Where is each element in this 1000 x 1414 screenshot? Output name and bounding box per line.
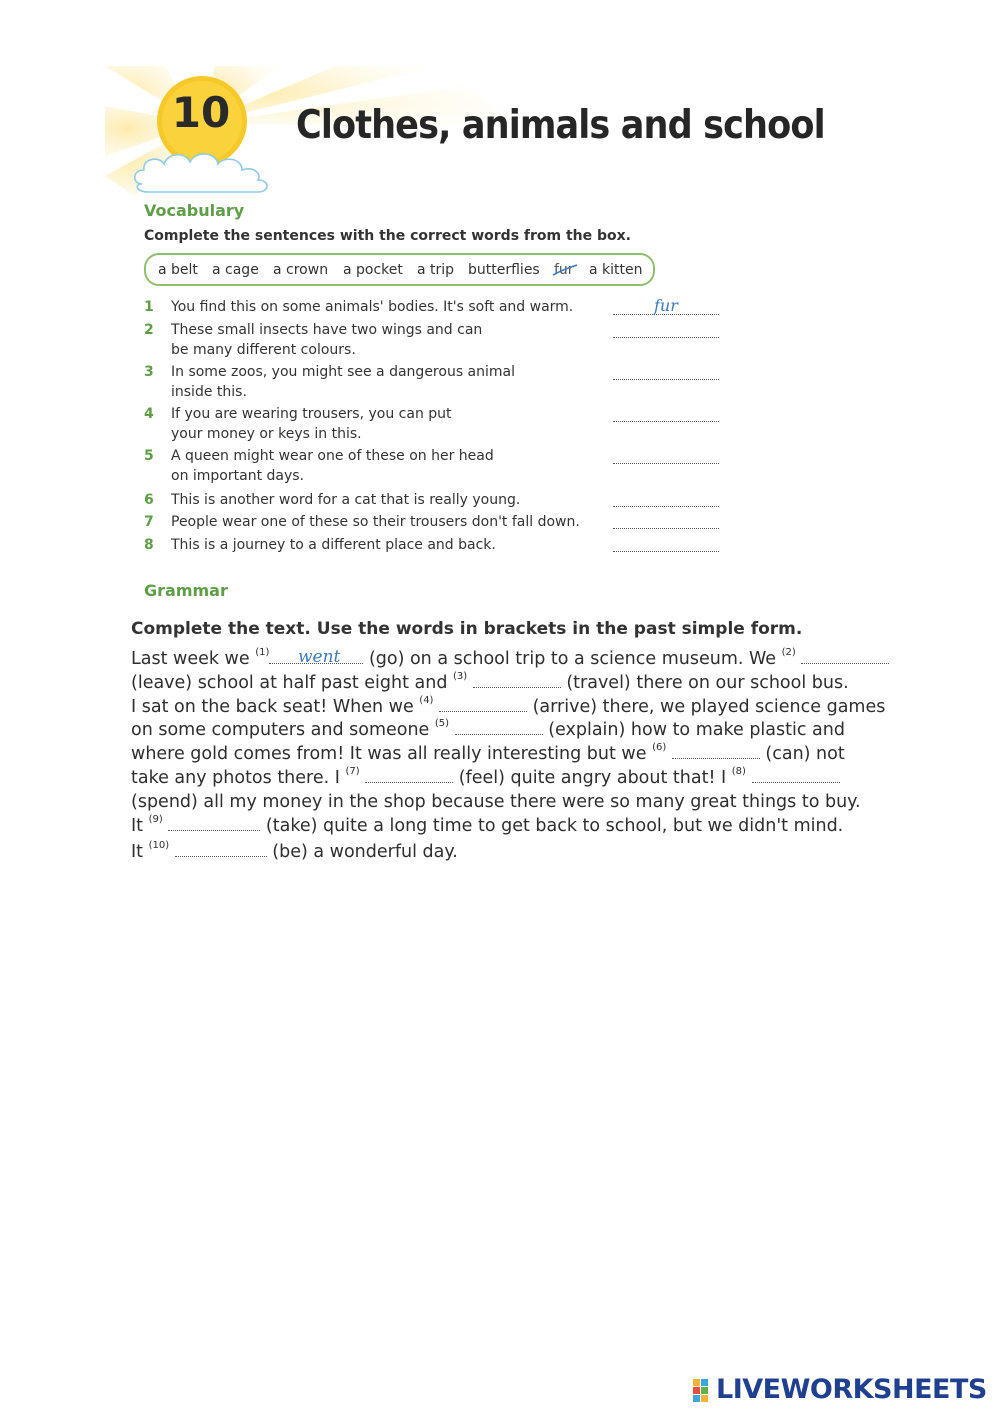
gap-3[interactable] [473,673,561,688]
answer-field-5[interactable] [613,463,719,464]
gap-9[interactable] [168,816,260,831]
question-number: 6 [144,492,154,508]
question-text: A queen might wear one of these on her head on important days. [171,448,494,484]
question-number: 3 [144,364,154,380]
question-number: 5 [144,448,154,464]
word-box-item: a belt [158,262,198,278]
question-text: This is another word for a cat that is really young. [171,492,521,508]
gap-2[interactable] [801,649,889,664]
word-box-item: butterflies [468,262,540,278]
answer-1-handwritten: fur [654,296,678,315]
question-number: 4 [144,406,154,422]
grammar-heading: Grammar [144,581,228,600]
text-line: (leave) school at half past eight and $^{(3)}$ (travel) there on our school bus. [131,671,849,693]
word-box-item: a cage [212,262,259,278]
text-line: on some computers and someone $^{(5)}$ (explain) how to make plastic and [131,718,845,740]
answer-field-7[interactable] [613,528,719,529]
answer-field-4[interactable] [613,421,719,422]
answer-field-8[interactable] [613,551,719,552]
text-line: take any photos there. I $^{(7)}$ (feel) quite angry about that! I $^{(8)}$ [131,768,840,788]
liveworksheets-logo-icon [692,1378,718,1404]
text-line: Last week we $^{(1)}$ (go) on a school trip to a science museum. We $^{(2)}$ [131,649,889,669]
word-box-item-used: fur [554,262,574,278]
answer-field-3[interactable] [613,379,719,380]
gap-8[interactable] [752,768,840,783]
question-text: People wear one of these so their trousers don't fall down. [171,514,580,530]
page-title: Clothes, animals and school [296,103,825,148]
gap-7[interactable] [365,768,453,783]
logo-text: LIVEWORKSHEETS [716,1374,987,1405]
vocabulary-instruction: Complete the sentences with the correct words from the box. [144,228,631,244]
question-number: 2 [144,322,154,338]
strikethrough-mark [552,262,578,280]
question-number: 7 [144,514,154,530]
question-text: If you are wearing trousers, you can put your money or keys in this. [171,406,452,442]
vocabulary-heading: Vocabulary [144,201,245,220]
gap-4[interactable] [439,697,527,712]
text-line: It $^{(9)}$ (take) quite a long time to get back to school, but we didn't mind. [131,814,844,836]
word-box-item: a kitten [589,262,643,278]
gap-10[interactable] [175,842,267,857]
answer-field-6[interactable] [613,506,719,507]
word-box-item: a trip [417,262,455,278]
gap-1-handwritten-answer: went [298,647,341,667]
gap-6[interactable] [672,744,760,759]
text-line: (spend) all my money in the shop because there were so many great things to buy. [131,792,861,812]
question-text: In some zoos, you might see a dangerous animal inside this. [171,364,516,400]
text-line: where gold comes from! It was all really interesting but we $^{(6)}$ (can) not [131,742,845,764]
answer-field-2[interactable] [613,337,719,338]
gap-5[interactable] [455,720,543,735]
grammar-instruction: Complete the text. Use the words in brackets in the past simple form. [131,619,803,639]
unit-number: 10 [171,88,231,137]
text-line: I sat on the back seat! When we $^{(4)}$ (arrive) there, we played science games [131,695,886,717]
question-text: These small insects have two wings and can be many different colours. [171,322,483,358]
word-box-item: a pocket [343,262,403,278]
text-line: It $^{(10)}$ (be) a wonderful day. [131,840,458,862]
question-number: 8 [144,537,154,553]
word-box-item: a crown [273,262,329,278]
question-number: 1 [144,299,154,315]
question-text: This is a journey to a different place and back. [171,537,496,553]
question-text: You find this on some animals' bodies. It's soft and warm. [171,299,574,315]
